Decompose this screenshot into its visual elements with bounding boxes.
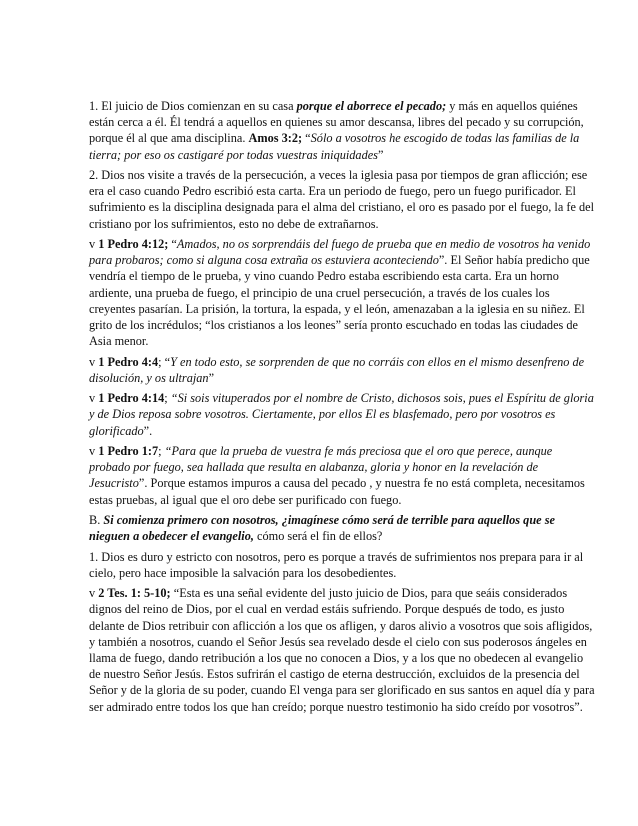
text-run: cómo será el fin de ellos? [253, 529, 383, 544]
emphasized-text: “Si sois vituperados por el nombre de Cristo, dichosos sois, pues el Espíritu de gloria y de Dios reposa sobre vosotros. Ciertamente, por ellos El es blasfemado, pero por vosotros es glorificado [89, 391, 594, 438]
emphasized-text: Y en todo esto, se sorprenden de que no corráis con ellos en el mismo desenfreno de disolución, y os ultrajan [89, 354, 585, 385]
paragraph-p4 [89, 354, 596, 386]
paragraph-p3 [89, 236, 596, 349]
text-run: v [89, 391, 99, 406]
emphasized-text: 1 Pedro 1:7 [98, 444, 159, 458]
emphasized-text: “Para que la prueba de vuestra fe más preciosa que el oro que perece, aunque probado por fuego, sea hallada que resulta en alabanza, gloria y honor en la revelación de Jesucristo [89, 444, 553, 491]
emphasized-text: 2 Tes. 1: 5-10; [98, 586, 171, 601]
paragraph-p1 [89, 98, 596, 163]
text-run: v [89, 586, 99, 601]
text-run: v [89, 444, 99, 458]
text-run: ” [208, 370, 215, 385]
text-run: v [89, 354, 99, 369]
paragraph-p7 [89, 512, 596, 544]
paragraph-p5 [89, 390, 596, 439]
text-run: ; [164, 391, 171, 406]
text-run: y más en aquellos quiénes están cerca a él. Él tendrá a aquellos en quienes su amor descansa, libres del pecado y su corrupción, porque él al que ama disciplina. [89, 99, 584, 146]
paragraph-p9 [89, 585, 596, 715]
text-run: “ [302, 131, 311, 146]
paragraph-p6 [89, 443, 596, 508]
paragraph-p2 [89, 167, 596, 232]
text-run: 1. El juicio de Dios comienzan en su casa [89, 99, 297, 113]
text-run: “Esta es una señal evidente del justo juicio de Dios, para que seáis considerados dignos del reino de Dios, por el cual en verdad estáis sufriendo. Porque después de todo, es justo delante de Dios retribuir con aflicción a los que os afligen, y daros alivio a vosotros que sois afligidos, y también a nosotros, cuando el Señor Jesús sea revelado desde el cielo con sus poderosos ángeles en llama de fuego, dando retribución a los que no conocen a Dios, y a los que no obedecen al evangelio de nuestro Señor Jesús. Estos sufrirán el castigo de eterna destrucción, excluidos de la presencia del Señor y de la gloria de su poder, cuando El venga para ser glorificado en sus santos en aquel día y para ser admirado entre todos los que han creído; porque nuestro testimonio ha sido creído por vosotros”. [89, 586, 595, 714]
emphasized-text: porque el aborrece el pecado; [296, 99, 447, 113]
emphasized-text: Si comienza primero con nosotros, ¿imagínese cómo será de terrible para aquellos que se nieguen a obedecer el evangelio, [89, 513, 555, 544]
text-run: B. [89, 513, 104, 527]
text-run: ” [377, 147, 384, 162]
text-run: ; [158, 444, 165, 458]
document-body [89, 98, 596, 719]
text-run: 1. Dios es duro y estricto con nosotros, pero es porque a través de sufrimientos nos prepara para ir al cielo, pero hace imposible la salvación para los desobedientes. [89, 549, 584, 580]
text-run: 2. Dios nos visite a través de la persecución, a veces la iglesia pasa por tiempos de gran aflicción; ese era el caso cuando Pedro escribió esta carta. Era un periodo de fuego, pero un fuego purificador. El sufrimiento es la disciplina designada para el alma del cristiano, el oro es pasado por el fuego, la fe del cristiano por los sufrimientos, esto no debe de extrañarnos. [89, 168, 595, 231]
text-run: “ [168, 237, 177, 251]
text-run: ”. [143, 423, 153, 438]
emphasized-text: 1 Pedro 4:14 [98, 391, 165, 406]
text-run: ”. Porque estamos impuros a causa del pecado , y nuestra fe no está completa, necesitamos estas pruebas, al igual que el oro debe ser purificado con fuego. [89, 476, 585, 507]
text-run: ”. El Señor había predicho que vendría el tiempo de le prueba, y vino cuando Pedro estaba escribiendo esta carta. Era un horno ardiente, una prueba de fuego, el principio de una cruel persecución, a través de los cuales los creyentes pasarían. La prisión, la tortura, la espada, y el león, amenazaban a la iglesia en su niñez. El grito de los incrédulos; “los cristianos a los leones” sería pronto escuchado en todas las ciudades de Asia menor. [89, 253, 590, 349]
text-run: ; “ [158, 354, 171, 369]
emphasized-text: Amos 3:2; [248, 131, 303, 146]
emphasized-text: 1 Pedro 4:4 [98, 354, 159, 369]
emphasized-text: Amados, no os sorprendáis del fuego de prueba que en medio de vosotros ha venido para probaros; como si alguna cosa extraña os estuviera aconteciendo [89, 237, 591, 268]
emphasized-text: Sólo a vosotros he escogido de todas las familias de la tierra; por eso os castigaré por todas vuestras iniquidades [89, 131, 580, 162]
emphasized-text: 1 Pedro 4:12; [98, 237, 169, 251]
paragraph-p8 [89, 549, 596, 581]
text-run: v [89, 237, 99, 251]
